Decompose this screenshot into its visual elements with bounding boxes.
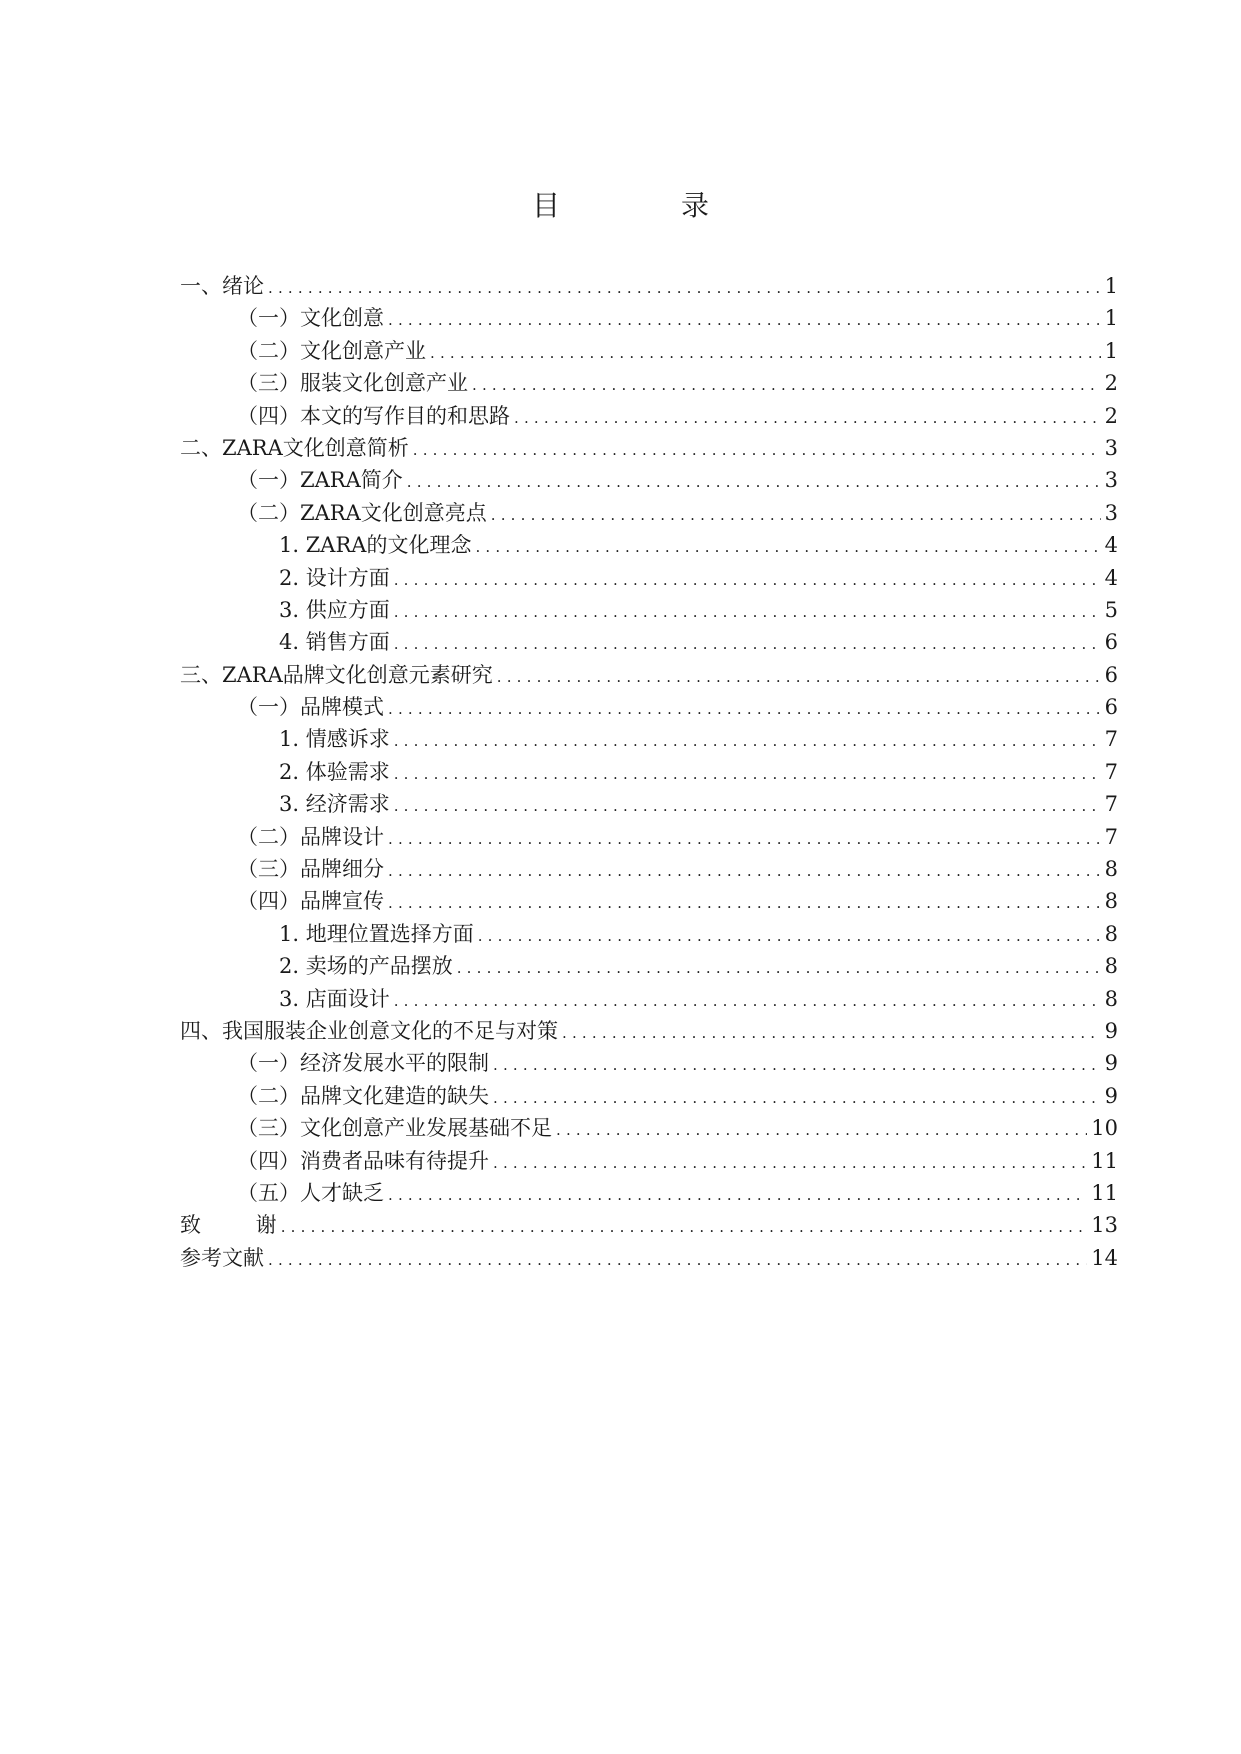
toc-leader-dots xyxy=(394,564,1101,596)
toc-entry-label: 2. 卖场的产品摆放 xyxy=(279,954,453,979)
toc-entry-label: （三）文化创意产业发展基础不足 xyxy=(237,1116,552,1141)
toc-leader-dots xyxy=(497,661,1101,693)
toc-entry[interactable] xyxy=(180,788,1118,820)
toc-page-number: 3 xyxy=(1104,435,1118,460)
toc-entry[interactable] xyxy=(180,432,1118,464)
toc-leader-dots xyxy=(394,725,1101,757)
toc-page-number: 8 xyxy=(1104,986,1118,1011)
toc-page-number: 6 xyxy=(1104,695,1118,720)
toc-entry-label: （二）ZARA文化创意亮点 xyxy=(237,500,487,525)
toc-entry-label: （二）品牌设计 xyxy=(237,824,384,849)
toc-page-number: 8 xyxy=(1104,857,1118,882)
toc-entry[interactable] xyxy=(180,529,1118,561)
toc-leader-dots xyxy=(388,823,1101,855)
toc-leader-dots xyxy=(493,1049,1101,1081)
toc-page-number: 2 xyxy=(1104,403,1118,428)
toc-page-number: 8 xyxy=(1104,889,1118,914)
toc-page-number: 14 xyxy=(1091,1245,1118,1270)
toc-leader-dots xyxy=(407,466,1101,498)
toc-page-number: 8 xyxy=(1104,954,1118,979)
toc-entry[interactable] xyxy=(180,400,1118,432)
toc-entry[interactable] xyxy=(180,821,1118,853)
toc-entry-label: （四）本文的写作目的和思路 xyxy=(237,403,510,428)
toc-entry[interactable] xyxy=(180,918,1118,950)
toc-leader-dots xyxy=(491,499,1101,531)
toc-entry[interactable] xyxy=(180,691,1118,723)
toc-entry[interactable] xyxy=(180,302,1118,334)
toc-leader-dots xyxy=(388,1179,1087,1211)
toc-page-number: 2 xyxy=(1104,371,1118,396)
toc-page-number: 8 xyxy=(1104,921,1118,946)
toc-entry-label: （一）品牌模式 xyxy=(237,695,384,720)
toc-leader-dots xyxy=(413,434,1101,466)
toc-entry-label: 4. 销售方面 xyxy=(279,630,390,655)
toc-title: 目 录 xyxy=(532,189,765,222)
toc-entry-label: （三）品牌细分 xyxy=(237,857,384,882)
toc-entry-label: 1. 情感诉求 xyxy=(279,727,390,752)
toc-entry-label: （四）消费者品味有待提升 xyxy=(237,1148,489,1173)
toc-entry-label: 三、ZARA品牌文化创意元素研究 xyxy=(180,662,493,687)
toc-entry-label: 2. 体验需求 xyxy=(279,759,390,784)
toc-leader-dots xyxy=(394,758,1101,790)
toc-leader-dots xyxy=(394,596,1101,628)
toc-page-number: 9 xyxy=(1104,1083,1118,1108)
toc-leader-dots xyxy=(394,985,1101,1017)
toc-entry-label: 参考文献 xyxy=(180,1245,264,1270)
toc-entry-label: （二）文化创意产业 xyxy=(237,338,426,363)
toc-leader-dots xyxy=(562,1017,1101,1049)
toc-leader-dots xyxy=(388,304,1101,336)
toc-list xyxy=(180,270,1118,1274)
toc-page-number: 13 xyxy=(1091,1213,1118,1238)
toc-page-number: 9 xyxy=(1104,1051,1118,1076)
toc-entry[interactable] xyxy=(180,626,1118,658)
toc-leader-dots xyxy=(472,369,1101,401)
toc-entry-label: 致 谢 xyxy=(180,1213,277,1238)
toc-entry[interactable] xyxy=(180,723,1118,755)
toc-entry[interactable] xyxy=(180,1112,1118,1144)
toc-leader-dots xyxy=(478,920,1101,952)
toc-entry-label: （一）ZARA简介 xyxy=(237,468,403,493)
toc-page-number: 7 xyxy=(1104,792,1118,817)
toc-leader-dots xyxy=(388,855,1101,887)
toc-page-number: 7 xyxy=(1104,727,1118,752)
toc-leader-dots xyxy=(281,1211,1088,1243)
toc-page-number: 3 xyxy=(1104,500,1118,525)
toc-entry-label: 一、绪论 xyxy=(180,274,264,298)
toc-leader-dots xyxy=(268,1244,1087,1276)
toc-page-number: 1 xyxy=(1104,338,1118,363)
toc-entry[interactable] xyxy=(180,1080,1118,1112)
toc-entry-label: （一）经济发展水平的限制 xyxy=(237,1051,489,1076)
toc-leader-dots xyxy=(514,402,1101,434)
toc-entry-label: （二）品牌文化建造的缺失 xyxy=(237,1083,489,1108)
toc-entry-label: 3. 店面设计 xyxy=(279,986,390,1011)
toc-entry[interactable] xyxy=(180,270,1118,302)
toc-entry-label: 1. ZARA的文化理念 xyxy=(279,533,472,558)
toc-entry[interactable] xyxy=(180,497,1118,529)
toc-entry[interactable] xyxy=(180,853,1118,885)
toc-entry-label: （一）文化创意 xyxy=(237,306,384,331)
toc-page-number: 1 xyxy=(1104,274,1118,298)
toc-entry-label: 四、我国服装企业创意文化的不足与对策 xyxy=(180,1018,558,1043)
toc-page-number: 3 xyxy=(1104,468,1118,493)
toc-entry-label: 2. 设计方面 xyxy=(279,565,390,590)
toc-page-number: 1 xyxy=(1104,306,1118,331)
toc-entry[interactable] xyxy=(180,1209,1118,1241)
toc-leader-dots xyxy=(394,628,1101,660)
toc-entry-label: 二、ZARA文化创意简析 xyxy=(180,435,409,460)
toc-entry-label: （三）服装文化创意产业 xyxy=(237,371,468,396)
toc-entry[interactable] xyxy=(180,756,1118,788)
toc-entry[interactable] xyxy=(180,885,1118,917)
toc-page-number: 10 xyxy=(1091,1116,1118,1141)
toc-page-number: 5 xyxy=(1104,597,1118,622)
toc-entry[interactable] xyxy=(180,367,1118,399)
toc-entry[interactable] xyxy=(180,335,1118,367)
toc-entry-label: 1. 地理位置选择方面 xyxy=(279,921,474,946)
toc-leader-dots xyxy=(493,1147,1087,1179)
toc-leader-dots xyxy=(556,1114,1087,1146)
toc-entry[interactable] xyxy=(180,1242,1118,1274)
toc-page-number: 4 xyxy=(1104,533,1118,558)
toc-page-number: 6 xyxy=(1104,662,1118,687)
toc-entry-label: 3. 供应方面 xyxy=(279,597,390,622)
toc-page-number: 7 xyxy=(1104,759,1118,784)
toc-entry[interactable] xyxy=(180,562,1118,594)
toc-leader-dots xyxy=(457,952,1101,984)
toc-entry[interactable] xyxy=(180,1047,1118,1079)
toc-entry[interactable] xyxy=(180,950,1118,982)
toc-leader-dots xyxy=(268,272,1101,304)
toc-leader-dots xyxy=(430,337,1101,369)
toc-leader-dots xyxy=(388,693,1101,725)
toc-page-number: 11 xyxy=(1091,1148,1118,1173)
toc-page-number: 4 xyxy=(1104,565,1118,590)
toc-page-number: 6 xyxy=(1104,630,1118,655)
toc-leader-dots xyxy=(475,531,1100,563)
toc-entry[interactable] xyxy=(180,1015,1118,1047)
toc-leader-dots xyxy=(388,887,1101,919)
toc-entry[interactable] xyxy=(180,464,1118,496)
toc-entry[interactable] xyxy=(180,1177,1118,1209)
toc-leader-dots xyxy=(394,790,1101,822)
toc-page-number: 9 xyxy=(1104,1018,1118,1043)
toc-page-number: 7 xyxy=(1104,824,1118,849)
toc-entry-label: （五）人才缺乏 xyxy=(237,1180,384,1205)
toc-entry-label: （四）品牌宣传 xyxy=(237,889,384,914)
toc-entry-label: 3. 经济需求 xyxy=(279,792,390,817)
toc-entry[interactable] xyxy=(180,659,1118,691)
toc-page-number: 11 xyxy=(1091,1180,1118,1205)
toc-leader-dots xyxy=(493,1082,1101,1114)
toc-entry[interactable] xyxy=(180,1145,1118,1177)
toc-entry[interactable] xyxy=(180,594,1118,626)
toc-entry[interactable] xyxy=(180,983,1118,1015)
